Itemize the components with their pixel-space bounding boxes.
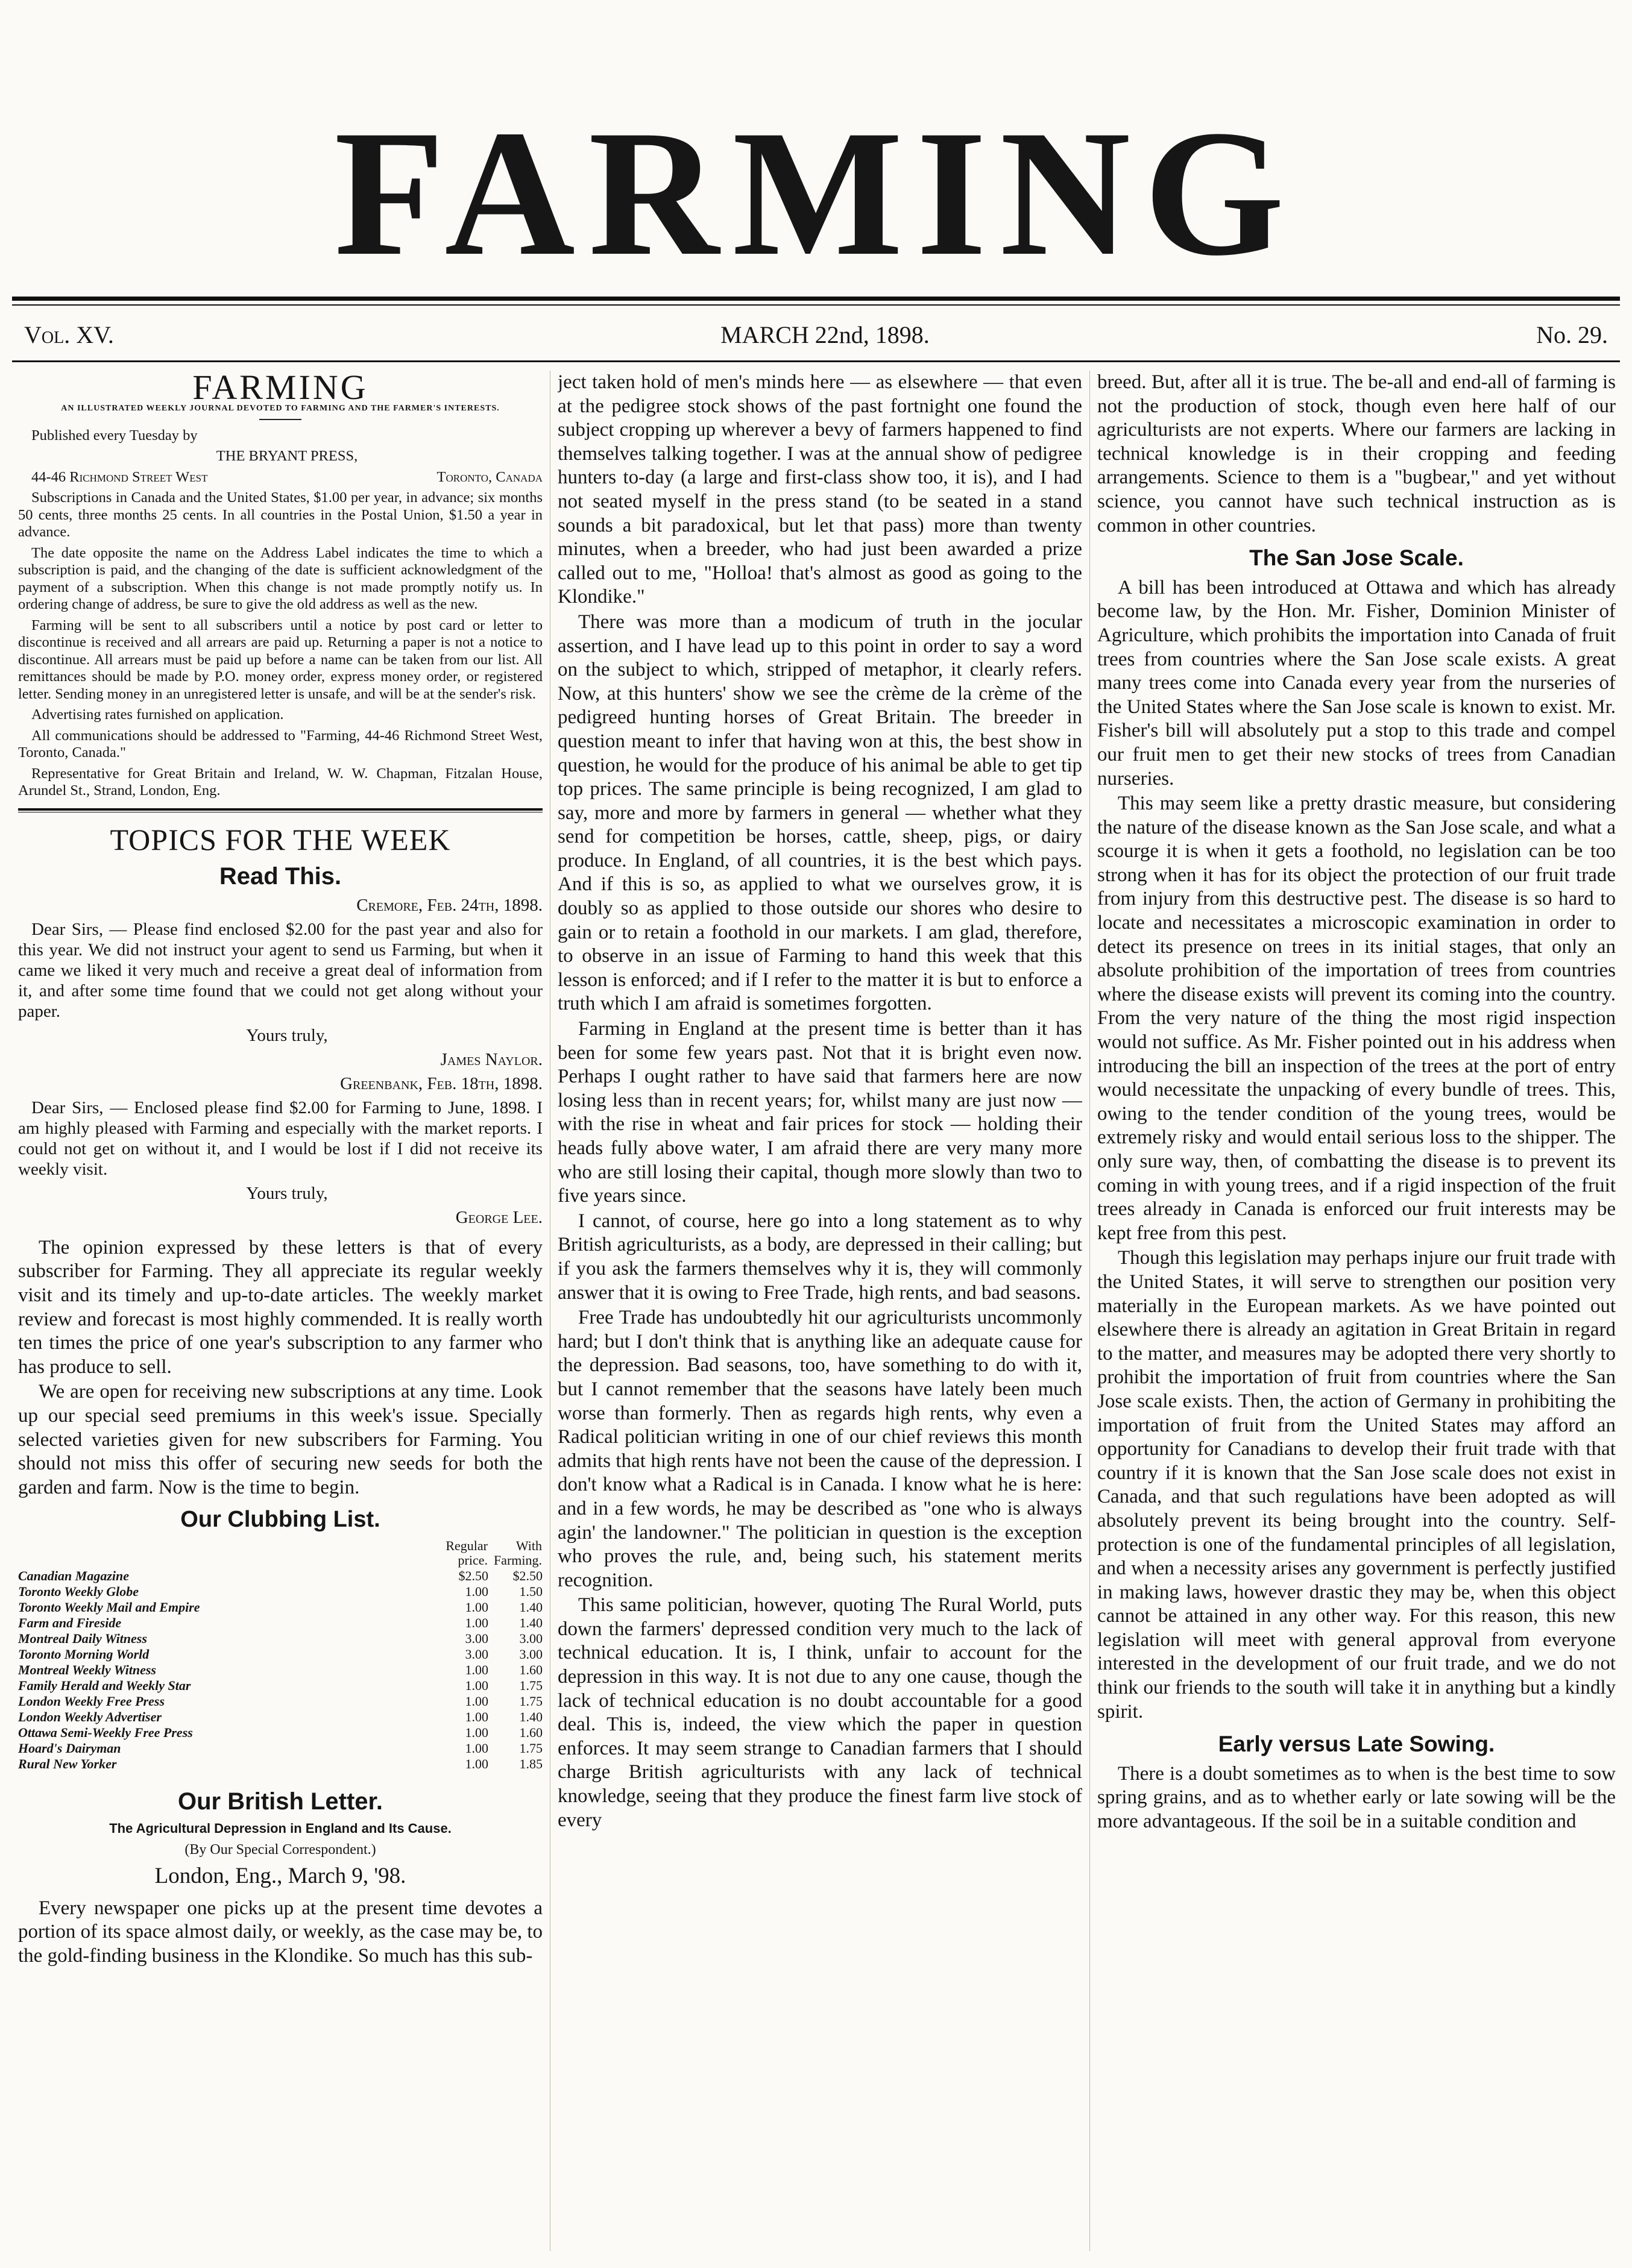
issue-number: No. 29. bbox=[1536, 321, 1608, 348]
paragraph: This may seem like a pretty drastic measure, but considering the nature of the disease known as the San Jose scale, and what a scourge it is when it gets a foothold, no legislation can be too strong when it has for its object the protection of our fruit trade from injury from this destructive pest. The disease is so hard to locate and necessitates a microscopic examination in order to detect its presence on trees in its initial stages, that only an absolute prohibition of the importation of trees from countries where the disease exists will prevent its coming into the country. From the very nature of the thing the most rigid inspection would not suffice. As Mr. Fisher pointed out in his address when introducing the bill an inspection of the trees at the port of entry would necessitate the unpacking of every bundle of trees. This, owing to the tender condition of the young trees, would be extremely risky and would entail serious loss to the shipper. The only sure way, then, of combatting the disease is to prevent its coming in with young trees, and if a rigid inspection of the fruit trees already in Canada is enforced our fruit interests may be kept free from this pest. bbox=[1097, 793, 1616, 1244]
paragraph: Farming in England at the present time is better than it has been for some few years past. Not that it is bright even now. Perhaps I ought rather to have said that farmers here are now losing less than in recent years; for, whilst many are just now — with the rise in wheat and fair prices for stock — holding their heads fully above water, I am afraid there are very many more who are still losing their capital, though more slowly than two to five years since. bbox=[558, 1018, 1082, 1207]
publication-name: Toronto Weekly Mail and Empire bbox=[18, 1599, 200, 1615]
regular-price: $2.50 bbox=[458, 1568, 488, 1583]
regular-price: 1.00 bbox=[465, 1599, 488, 1615]
letter-dateline: Greenbank, Feb. 18th, 1898. bbox=[340, 1073, 543, 1093]
paragraph: ject taken hold of men's minds here — as elsewhere — that even at the pedigree stock shows of the past fortnight one found the subject cropping up wherever a bevy of farmers happened to find themselves talking together. I was at the annual show of pedigree hunters to-day (a large and first-class show too, it is), and I had not seated myself in the press stand (to be seated in a stand sounds a bit paradoxical, but let that pass) more than twenty minutes, when a breeder, who had just been awarded a prize called out to me, "Holloa! that's almost as good as going to the Klondike." bbox=[558, 371, 1082, 608]
letter-dateline: Cremore, Feb. 24th, 1898. bbox=[356, 895, 543, 915]
publication-name: Montreal Weekly Witness bbox=[18, 1662, 156, 1677]
issue-date: MARCH 22nd, 1898. bbox=[720, 321, 930, 348]
clubbing-table bbox=[18, 1538, 543, 1772]
publication-name: Ottawa Semi-Weekly Free Press bbox=[18, 1724, 193, 1740]
publication-name: Toronto Weekly Globe bbox=[18, 1583, 139, 1599]
table-row bbox=[18, 1584, 543, 1600]
representative-note: Representative for Great Britain and Ireland, W. W. Chapman, Fitzalan House, Arundel St., Strand, London, Eng. bbox=[18, 765, 543, 799]
paragraph: The opinion expressed by these letters is that of every subscriber for Farming. They all appreciate its regular weekly visit and its timely and up-to-date articles. The weekly market review and forecast is most highly commended. It is really worth ten times the price of one year's subscription to any farmer who has produce to sell. bbox=[18, 1236, 543, 1378]
publication-name: London Weekly Free Press bbox=[18, 1693, 165, 1709]
regular-price: 1.00 bbox=[465, 1756, 488, 1771]
regular-price: 1.00 bbox=[465, 1677, 488, 1693]
table-row bbox=[18, 1647, 543, 1662]
with-farming-price: 1.40 bbox=[519, 1709, 543, 1724]
letter-body: Dear Sirs, — Enclosed please find $2.00 for Farming to June, 1898. I am highly pleased with Farming and especially with the market reports. I could not get on without it, and I would be lost if I did not receive its weekly visit. bbox=[18, 1098, 543, 1179]
table-row bbox=[18, 1568, 543, 1584]
with-farming-price: $2.50 bbox=[512, 1568, 543, 1583]
with-farming-price: 3.00 bbox=[519, 1646, 543, 1662]
regular-price: 3.00 bbox=[465, 1630, 488, 1646]
publication-name: Farm and Fireside bbox=[18, 1615, 122, 1630]
regular-price: 1.00 bbox=[465, 1615, 488, 1630]
paragraph: We are open for receiving new subscriptions at any time. Look up our special seed premiums in this week's issue. Specially selected varieties given for new subscribers for Farming. You should not miss this offer of securing new seeds for both the garden and farm. Now is the time to begin. bbox=[18, 1381, 543, 1498]
article-heading: Our British Letter. bbox=[177, 1788, 383, 1815]
regular-price: 1.00 bbox=[465, 1740, 488, 1756]
with-farming-price: 1.50 bbox=[519, 1583, 543, 1599]
paragraph: This same politician, however, quoting The Rural World, puts down the farmers' depressed condition very much to the lack of technical education. It is, I think, unfair to account for the depression in this way. It is not due to any one cause, though the lack of technical education is no doubt accountable for a good deal. This is, indeed, the view which the paper in question enforces. It may seem strange to Canadian farmers that I should charge British agriculturists with any lack of technical knowledge, seeing that they produce the finest farm live stock of every bbox=[558, 1594, 1082, 1831]
regular-price: 3.00 bbox=[465, 1646, 488, 1662]
regular-price: 1.00 bbox=[465, 1662, 488, 1677]
with-farming-price: 1.40 bbox=[519, 1615, 543, 1630]
publisher-box bbox=[18, 427, 543, 800]
column-header-with: With Farming. bbox=[493, 1538, 542, 1568]
with-farming-price: 1.75 bbox=[519, 1677, 543, 1693]
section-title: TOPICS FOR THE WEEK bbox=[110, 822, 451, 856]
table-row bbox=[18, 1741, 543, 1756]
article-heading: Read This. bbox=[219, 863, 342, 890]
volume-number: Vol. XV. bbox=[24, 321, 114, 348]
subscription-terms: Subscriptions in Canada and the United States, $1.00 per year, in advance; six months 50 cents, three months 25 cents. In all countries in the Postal Union, $1.50 a year in advance. bbox=[18, 489, 543, 541]
publication-name: Family Herald and Weekly Star bbox=[18, 1677, 191, 1693]
with-farming-price: 1.75 bbox=[519, 1740, 543, 1756]
with-farming-price: 1.85 bbox=[519, 1756, 543, 1771]
column-header-regular: Regular price. bbox=[446, 1538, 488, 1568]
with-farming-price: 1.75 bbox=[519, 1693, 543, 1709]
table-row bbox=[18, 1678, 543, 1694]
dateline: London, Eng., March 9, '98. bbox=[154, 1864, 406, 1889]
paragraph: I cannot, of course, here go into a long statement as to why British agriculturists, as a body, are depressed in their calling; but if you ask the farmers themselves why it is, they will commonly answer that it is owing to Free Trade, high rents, and bad seasons. bbox=[558, 1210, 1082, 1304]
issue-rule bbox=[12, 360, 1620, 362]
table-row bbox=[18, 1631, 543, 1647]
discontinue-note: Farming will be sent to all subscribers until a notice by post card or letter to discontinue is received and all arrears are paid up. Returning a paper is not a notice to discontinue. All arrears must be paid up before a name can be taken from our list. All remittances should be made by P.O. money order, express money order, or registered letter. Sending money in an unregistered letter is unsafe, and will be at the sender's risk. bbox=[18, 617, 543, 702]
table-row bbox=[18, 1615, 543, 1631]
letter-signature: James Naylor. bbox=[440, 1049, 543, 1069]
with-farming-price: 1.60 bbox=[519, 1662, 543, 1677]
paragraph: There was more than a modicum of truth in the jocular assertion, and I have lead up to this point in order to say a word on the subject to which, stripped of metaphor, it clearly refers. Now, at this hunters' show we see the crème de la crème of the pedigreed hunting horses of Great Britain. The breeder in question meant to infer that having won at this, the best show in question, he would for the produce of his animal be able to get tip top prices. The same principle is being recognized, I am glad to say, more and more by farmers in general — whether what they send for competition be horses, cattle, sheep, pigs, or dairy produce. In England, of all countries, it is the best which pays. And if this is so, as applied to what we ourselves grow, it is doubly so as applied to those outside our shores who desire to gain or to retain a foothold in our markets. I am glad, therefore, to observe in an issue of Farming to hand this week that this lesson is enforced; and if I refer to the matter it is but to enforce a truth which I am afraid is sometimes forgotten. bbox=[558, 611, 1082, 1015]
publisher-address bbox=[18, 469, 543, 486]
publication-name: Hoard's Dairyman bbox=[18, 1740, 121, 1756]
publication-name: London Weekly Advertiser bbox=[18, 1709, 162, 1724]
paragraph: There is a doubt sometimes as to when is the best time to sow spring grains, and as to whether early or late sowing will be the more advantageous. If the soil be in a suitable condition and bbox=[1097, 1762, 1616, 1833]
masthead-title: FARMING bbox=[334, 93, 1298, 293]
journal-title: FARMING bbox=[192, 371, 368, 407]
publication-name: Toronto Morning World bbox=[18, 1646, 150, 1662]
issue-line bbox=[24, 316, 1608, 353]
paragraph: Free Trade has undoubtedly hit our agriculturists uncommonly hard; but I don't think that is anything like an adequate cause for the depression. Bad seasons, too, have something to do with it, but I cannot remember that the seasons have lately been much worse than formerly. Then as regards high rents, why even a Radical politician writing in one of our chief reviews this month admits that high rents have not been the cause of the depression. I don't know what a Radical is in Canada. I know what he is here: and in a few words, he may be described as "one who is always agin' the landowner." The politician in question is the exception who proves the rule, and, being such, his statement merits recognition. bbox=[558, 1307, 1082, 1591]
table-row bbox=[18, 1725, 543, 1741]
table-row bbox=[18, 1694, 543, 1709]
publication-name: Rural New Yorker bbox=[18, 1756, 117, 1771]
paragraph: Every newspaper one picks up at the present time devotes a portion of its space almost daily, or weekly, as the case may be, to the gold-finding business in the Klondike. So much has this sub- bbox=[18, 1897, 543, 1967]
with-farming-price: 1.40 bbox=[519, 1599, 543, 1615]
column-2 bbox=[558, 371, 1082, 2257]
table-row bbox=[18, 1662, 543, 1678]
journal-subtitle: AN ILLUSTRATED WEEKLY JOURNAL DEVOTED TO FARMING AND THE FARMER'S INTERESTS. bbox=[61, 403, 500, 413]
divider bbox=[259, 419, 301, 420]
table-row bbox=[18, 1756, 543, 1772]
published-line: Published every Tuesday by bbox=[31, 427, 198, 444]
regular-price: 1.00 bbox=[465, 1709, 488, 1724]
publication-name: Canadian Magazine bbox=[18, 1568, 129, 1583]
regular-price: 1.00 bbox=[465, 1693, 488, 1709]
divider bbox=[18, 808, 543, 811]
column-3 bbox=[1097, 371, 1616, 2257]
letter-body: Dear Sirs, — Please find enclosed $2.00 for the past year and also for this year. We did not instruct your agent to send us Farming, but when it came we liked it very much and receive a great deal of information from it, and after some time found that we could not get along without your paper. bbox=[18, 919, 543, 1021]
article-subheading: The Agricultural Depression in England and Its Cause. bbox=[109, 1820, 452, 1836]
with-farming-price: 1.60 bbox=[519, 1724, 543, 1740]
publisher-name: THE BRYANT PRESS, bbox=[216, 448, 358, 465]
communications-note: All communications should be addressed to "Farming, 44-46 Richmond Street West, Toronto, Canada." bbox=[18, 727, 543, 761]
table-row bbox=[18, 1600, 543, 1615]
publication-name: Montreal Daily Witness bbox=[18, 1630, 147, 1646]
address-street: 44-46 Richmond Street West bbox=[31, 468, 208, 485]
table-row bbox=[18, 1709, 543, 1725]
with-farming-price: 3.00 bbox=[519, 1630, 543, 1646]
address-label-note: The date opposite the name on the Address Label indicates the time to which a subscription is paid, and the changing of the date is sufficient acknowledgment of the payment of a subscription. When this change is not made promptly notify us. In ordering change of address, be sure to give the old address as well as the new. bbox=[18, 544, 543, 613]
column-1 bbox=[18, 371, 543, 2257]
column-divider bbox=[1089, 371, 1090, 2251]
letter-signature: George Lee. bbox=[455, 1207, 543, 1227]
regular-price: 1.00 bbox=[465, 1583, 488, 1599]
masthead-rule bbox=[12, 297, 1620, 301]
letter-closing: Yours truly, bbox=[246, 1183, 328, 1203]
paragraph: breed. But, after all it is true. The be-all and end-all of farming is not the production of stock, though even here half of our agriculturists are not experts. Where our farmers are lacking in technical knowledge is in their cropping and feeding arrangements. Science to them is a "bugbear," and yet without science, you cannot have such technical instruction as is common in other countries. bbox=[1097, 371, 1616, 536]
regular-price: 1.00 bbox=[465, 1724, 488, 1740]
masthead-rule-thin bbox=[12, 304, 1620, 306]
article-heading: The San Jose Scale. bbox=[1249, 545, 1464, 571]
address-city: Toronto, Canada bbox=[436, 468, 543, 485]
paragraph: A bill has been introduced at Ottawa and which has already become law, by the Hon. Mr. Fisher, Dominion Minister of Agriculture, which prohibits the importation into Canada of fruit trees from countries where the San Jose scale exists. A great many trees come into Canada every year from the nurseries of the United States where the San Jose scale is known to exist. Mr. Fisher's bill will absolutely put a stop to this trade and compel our fruit men to get their new stocks of trees from Canadian nurseries. bbox=[1097, 576, 1616, 790]
advertising-note: Advertising rates furnished on application. bbox=[31, 706, 284, 723]
article-heading: Early versus Late Sowing. bbox=[1218, 1732, 1495, 1757]
paragraph: Though this legislation may perhaps injure our fruit trade with the United States, it will serve to strengthen our position very materially in the European markets. As we have pointed out elsewhere there is already an agitation in Great Britain in regard to the matter, and measures may be adopted there very shortly to prohibit the importation of fruit from countries where the San Jose scale exists. Then, the action of Germany in prohibiting the importation of fruit from the United States may afford an opportunity for Canadians to develop their fruit trade with that country if it is known that the San Jose scale does not exist in Canada, and that such regulations have been adopted as will absolutely prevent its being brought into the country. Self-protection is one of the fundamental principles of all legislation, and when a necessity arises any government is perfectly justified in making laws, however drastic they may be, when this object cannot be attained in any other way. For this reason, this new legislation will meet with general approval from everyone interested in the development of our fruit trade, and we do not think our friends to the south will take it in anything but a kindly spirit. bbox=[1097, 1247, 1616, 1723]
letter-closing: Yours truly, bbox=[246, 1025, 328, 1045]
clubbing-heading: Our Clubbing List. bbox=[180, 1507, 380, 1533]
correspondent-line: (By Our Special Correspondent.) bbox=[184, 1841, 376, 1858]
